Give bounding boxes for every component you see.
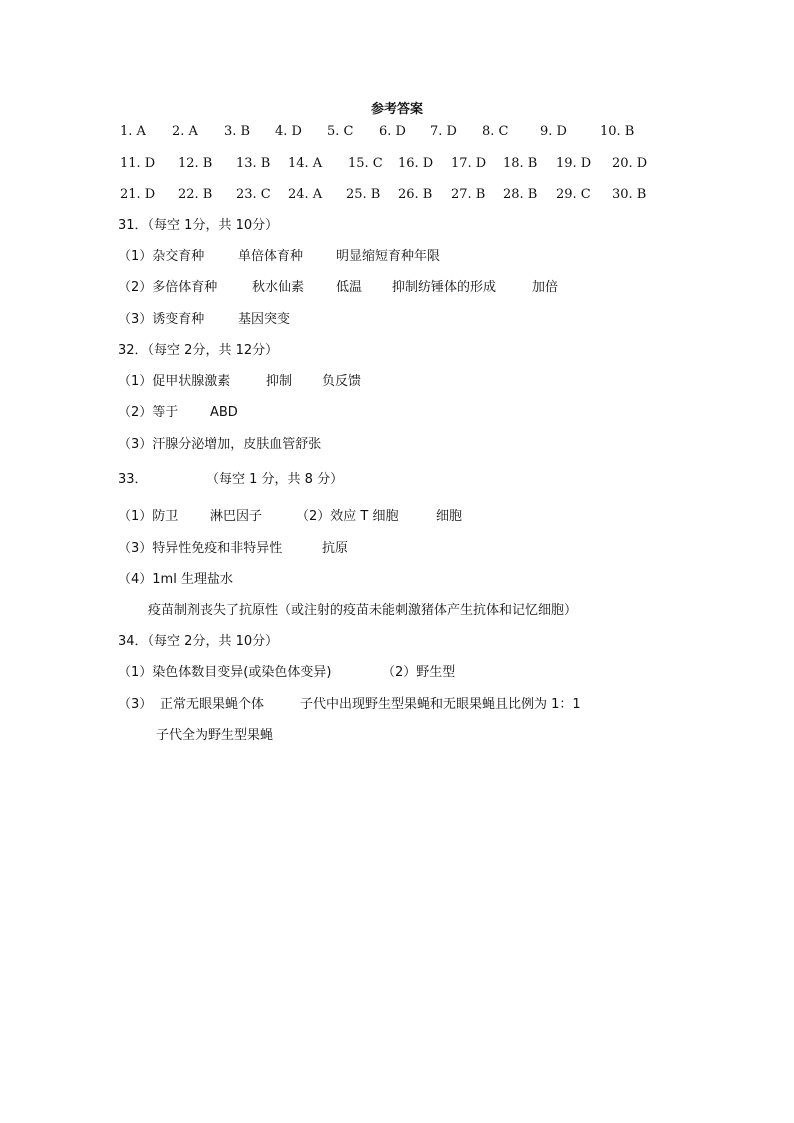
q33-part3 (118, 539, 678, 559)
answer-text: （3）特异性免疫和非特异性 (118, 541, 283, 556)
q32-part2 (118, 403, 678, 423)
answer-text: （2）效应 T 细胞 (296, 509, 399, 524)
mc-answer: 20. D (612, 156, 648, 171)
mc-answer: 5. C (327, 124, 354, 139)
mc-answer: 21. D (120, 187, 156, 202)
mc-answer: 26. B (398, 187, 433, 202)
answer-text: 基因突变 (238, 312, 291, 327)
q31-part2 (118, 278, 678, 298)
answer-text: （1）防卫 (118, 509, 179, 524)
q34-part3 (118, 695, 678, 715)
mc-answer: 8. C (482, 124, 509, 139)
answer-text: （1）促甲状腺激素 (118, 374, 231, 389)
q31-part3 (118, 310, 678, 330)
answer-text: 单倍体育种 (238, 249, 304, 264)
answer-text: 抑制纺锤体的形成 (392, 280, 497, 295)
mc-answer: 12. B (178, 156, 213, 171)
answer-text: （1）杂交育种 (118, 249, 205, 264)
mc-answer: 3. B (224, 124, 251, 139)
answer-text: （1）染色体数目变异(或染色体变异) (118, 665, 332, 680)
mc-answer: 22. B (178, 187, 213, 202)
q33-header (118, 470, 678, 490)
mc-answer: 25. B (346, 187, 381, 202)
mc-answer: 1. A (120, 124, 146, 139)
mc-answer: 14. A (288, 156, 323, 171)
score-note: （每空 1 分，共 8 分） (206, 472, 344, 487)
answer-label: （3） (118, 697, 153, 712)
answer-text: 负反馈 (322, 374, 362, 389)
answer-text: 抑制 (266, 374, 293, 389)
answer-text: 正常无眼果蝇个体 (160, 697, 265, 712)
mc-answer: 11. D (120, 156, 156, 171)
page-title: 参考答案 (370, 102, 423, 117)
q34-header: 34．（每空 2分，共 10分） (118, 634, 279, 649)
mc-answer: 10. B (600, 124, 635, 139)
mc-answer: 13. B (236, 156, 271, 171)
mc-answer: 15. C (348, 156, 383, 171)
answer-text: ABD (210, 405, 238, 420)
mc-answer: 9. D (540, 124, 567, 139)
answer-text: 秋水仙素 (252, 280, 305, 295)
q31-part1 (118, 247, 678, 267)
mc-answer: 16. D (398, 156, 434, 171)
q32-header: 32．（每空 2分，共 12分） (118, 343, 279, 358)
mc-answer: 6. D (379, 124, 406, 139)
answer-text: （3）诱变育种 (118, 312, 205, 327)
answer-text: 加倍 (532, 280, 559, 295)
mc-answer: 28. B (503, 187, 538, 202)
answer-text: 明显缩短育种年限 (336, 249, 441, 264)
q33-part4-reason: 疫苗制剂丧失了抗原性（或注射的疫苗未能刺激猪体产生抗体和记忆细胞） (148, 603, 578, 618)
q32-part3 (118, 435, 678, 455)
q33-part4 (118, 570, 678, 590)
mc-answer: 30. B (612, 187, 647, 202)
answer-text: 低温 (336, 280, 363, 295)
answer-text: 抗原 (322, 541, 349, 556)
mc-answer: 29. C (556, 187, 591, 202)
answer-text: （2）多倍体育种 (118, 280, 218, 295)
answer-text: （4）1ml 生理盐水 (118, 572, 233, 587)
mc-answer: 2. A (172, 124, 198, 139)
q34-part1 (118, 663, 678, 683)
answer-text: 子代中出现野生型果蝇和无眼果蝇且比例为 1：1 (300, 697, 581, 712)
q34-part3-alt: 子代全为野生型果蝇 (156, 728, 274, 743)
mc-answer: 23. C (236, 187, 271, 202)
answer-text: 淋巴因子 (210, 509, 263, 524)
mc-answer: 7. D (430, 124, 457, 139)
mc-answer: 18. B (503, 156, 538, 171)
mc-answer: 24. A (288, 187, 323, 202)
q32-part1 (118, 372, 678, 392)
mc-answer: 27. B (451, 187, 486, 202)
mc-answer: 4. D (275, 124, 302, 139)
mc-answer: 19. D (556, 156, 592, 171)
q33-part1 (118, 507, 678, 527)
q31-header: 31．（每空 1分，共 10分） (118, 218, 279, 233)
mc-answer: 17. D (451, 156, 487, 171)
answer-text: （2）等于 (118, 405, 179, 420)
answer-text: （3）汗腺分泌增加，皮肤血管舒张 (118, 437, 322, 452)
question-number: 33． (118, 472, 148, 487)
answer-text: 细胞 (436, 509, 463, 524)
answer-text: （2）野生型 (382, 665, 456, 680)
